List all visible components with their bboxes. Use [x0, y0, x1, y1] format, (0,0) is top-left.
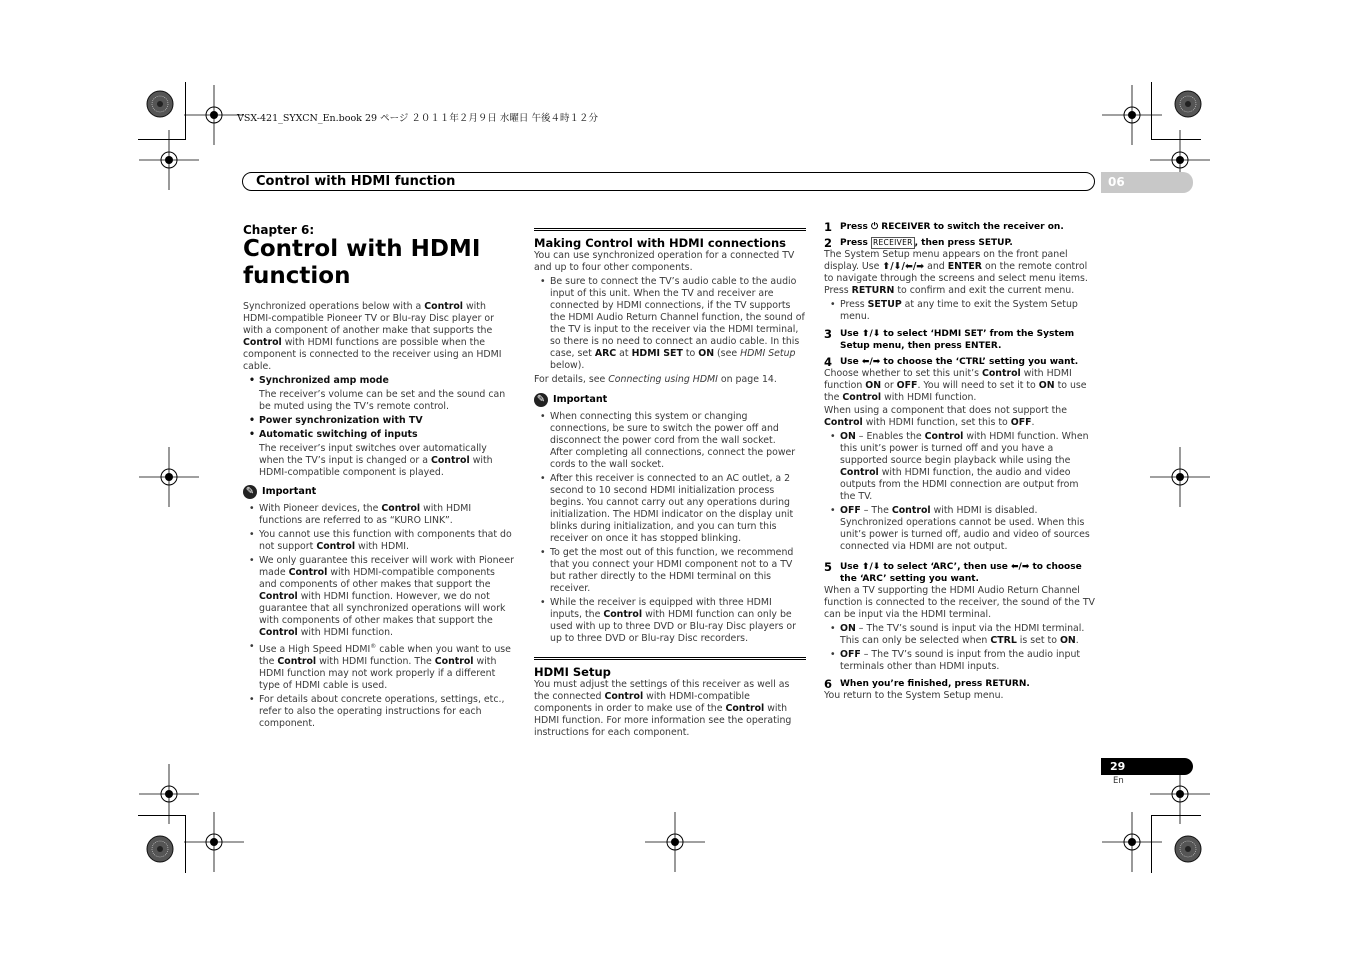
paragraph: When using a component that does not support the Control with HDMI function, set this to OFF. [824, 405, 1067, 428]
paragraph: You must adjust the settings of this receiver as well as the connected Control with HDMI-compatible components in order to make use of the Control with HDMI function. For more information see the operating instructions for each component. [534, 679, 792, 738]
details-reference: For details, see Connecting using HDMI on page 14. [534, 374, 777, 385]
bullet-list [824, 299, 1096, 323]
column-3 [824, 221, 1096, 702]
step-4: 4 Use ⬅/➡ to choose the ‘CTRL’ setting you want. [824, 355, 1079, 369]
paragraph: You can use synchronized operation for a connected TV and up to four other components. [534, 250, 795, 273]
paragraph: Choose whether to set this unit’s Control with HDMI function ON or OFF. You will need to set it to ON to use the Control with HDMI function. [824, 368, 1087, 403]
step-6: 6 When you’re finished, press RETURN. [824, 677, 1030, 691]
receiver-button-label: RECEIVER [873, 238, 913, 247]
list-item: • When connecting this system or changing connections, be sure to switch the power off and disconnect the power cord from the wall socket. After completing all connections, connect the power cords to the wall socket. [534, 411, 806, 471]
step-5: 5 Use ⬆/⬇ to select ‘ARC’, then use ⬅/➡ to choose the ‘ARC’ setting you want. [824, 560, 1082, 584]
list-item: • Press SETUP at any time to exit the System Setup menu. [824, 299, 1096, 323]
option-list [824, 623, 1096, 673]
list-item: • OFF – The TV’s sound is input from the audio input terminals other than HDMI inputs. [824, 649, 1096, 673]
list-item: • For details about concrete operations, settings, etc., refer to also the operating instructions for each component. [243, 694, 515, 730]
list-item: • You cannot use this function with components that do not support Control with HDMI. [243, 529, 515, 553]
important-heading: ✎ Important [243, 485, 515, 499]
list-item: • ON – Enables the Control with HDMI function. When this unit’s power is turned off and you have a supported source begin playback while using the Control with HDMI function, the audio and video outputs from the HDMI connection are output from the TV. [824, 431, 1096, 503]
chapter-tab-number: 06 [1108, 175, 1125, 189]
step-1: 1 Press ⏻ RECEIVER to switch the receiver on. [824, 220, 1064, 234]
list-item: • With Pioneer devices, the Control with HDMI functions are referred to as “KURO LINK”. [243, 503, 515, 527]
step-3: 3 Use ⬆/⬇ to select ‘HDMI SET’ from the System Setup menu, then press ENTER. [824, 327, 1075, 351]
feature-text: The receiver’s volume can be set and the sound can be muted using the TV’s remote control. [259, 389, 506, 412]
list-item: • Be sure to connect the TV’s audio cable to the audio input of this unit. When the TV and receiver are connected by HDMI connections, if the TV supports the HDMI Audio Return Channel function, the sound of the TV is input to the receiver via the HDMI terminal, so there is no need to connect an audio cable. In this case, set ARC at HDMI SET to ON (see HDMI Setup below). [534, 276, 806, 372]
step-2: 2 Press RECEIVER , then press SETUP. [824, 236, 1013, 250]
arrow-keys-icon: ⬆/⬇/⬅/➡ [882, 261, 925, 272]
column-1 [243, 224, 515, 730]
bullet-list [534, 276, 806, 372]
print-header: VSX-421_SYXCN_En.book 29 ページ ２０１１年２月９日 水曜日 午後４時１２分 [237, 113, 598, 124]
feature-title: • Automatic switching of inputs [243, 429, 515, 441]
feature-title: • Power synchronization with TV [243, 415, 515, 427]
list-item: • To get the most out of this function, we recommend that you connect your HDMI component not to a TV but rather directly to the HDMI terminal on this receiver. [534, 547, 806, 595]
important-list [534, 411, 806, 645]
page-title: Control with HDMI function [243, 236, 481, 289]
column-2 [534, 228, 806, 739]
important-icon: ✎ [534, 393, 548, 407]
power-icon: ⏻ [871, 222, 879, 232]
important-icon: ✎ [243, 485, 257, 499]
section-heading: Making Control with HDMI connections [534, 228, 806, 250]
section-header-title: Control with HDMI function [256, 174, 456, 189]
feature-title: • Synchronized amp mode [243, 375, 515, 387]
important-list [243, 503, 515, 730]
paragraph: The System Setup menu appears on the front panel display. Use ⬆/⬇/⬅/➡ and ENTER on the remote control to navigate through the screens and select menu items. Press RETURN to confirm and exit the current menu. [824, 249, 1088, 296]
feature-text: The receiver’s input switches over automatically when the TV’s input is changed or a Control with HDMI-compatible component is played. [259, 443, 493, 478]
list-item: • After this receiver is connected to an AC outlet, a 2 second to 10 second HDMI initialization process begins. You cannot carry out any operations during initialization. The HDMI indicator on the display unit blinks during initialization, and you can turn this receiver on once it has stopped blinking. [534, 473, 806, 545]
page-language: En [1113, 776, 1124, 786]
list-item: • While the receiver is equipped with three HDMI inputs, the Control with HDMI function can only be used with up to three DVD or Blu-ray Disc players or up to three DVD or Blu-ray Disc recorders. [534, 597, 806, 645]
list-item: • Use a High Speed HDMI® cable when you want to use the Control with HDMI function. The Control with HDMI function may not work properly if a different type of HDMI cable is used. [243, 641, 515, 692]
intro-paragraph: Synchronized operations below with a Control with HDMI-compatible Pioneer TV or Blu-ray Disc player or with a component of another make that supports the Control with HDMI functions are possible when the component is connected to the receiver using an HDMI cable. [243, 301, 502, 372]
option-list [824, 431, 1096, 553]
list-item: • OFF – The Control with HDMI is disabled. Synchronized operations cannot be used. When this unit’s power is turned off, audio and video of sources connected via HDMI are not output. [824, 505, 1096, 553]
paragraph: When a TV supporting the HDMI Audio Return Channel function is connected to the receiver, the sound of the TV can be input via the HDMI terminal. [824, 585, 1095, 620]
paragraph: You return to the System Setup menu. [824, 690, 1004, 701]
list-item: • ON – The TV’s sound is input via the HDMI terminal. This can only be selected when CTRL is set to ON. [824, 623, 1096, 647]
section-heading: HDMI Setup [534, 657, 806, 679]
important-heading: ✎ Important [534, 393, 806, 407]
chapter-label: Chapter 6: [243, 223, 315, 237]
list-item: • We only guarantee this receiver will work with Pioneer made Control with HDMI-compatible components and components of other makes that support the Control with HDMI function. However, we do not guarantee that all synchronized operations will work with components of other makes that support the Control with HDMI function. [243, 555, 515, 639]
page-number: 29 [1110, 760, 1126, 773]
